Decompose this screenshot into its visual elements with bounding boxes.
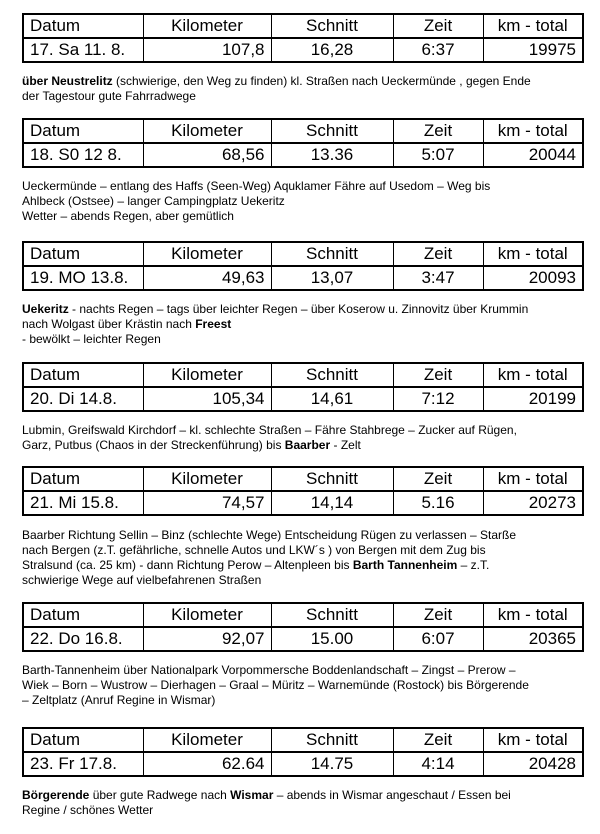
table-header-row xyxy=(23,119,583,143)
description-line xyxy=(22,209,582,224)
description-line xyxy=(22,302,582,317)
header-km-total: km - total xyxy=(483,14,583,38)
header-date: Datum xyxy=(23,728,143,752)
table-row xyxy=(23,627,583,651)
header-kilometer: Kilometer xyxy=(143,603,271,627)
cell-km-total: 20428 xyxy=(483,752,583,776)
header-kilometer: Kilometer xyxy=(143,728,271,752)
header-time: Zeit xyxy=(393,119,483,143)
cell-time: 7:12 xyxy=(393,387,483,411)
route-text: Stralsund (ca. 25 km) - dann Richtung Perow – Altenpleen bis xyxy=(22,558,353,572)
header-time: Zeit xyxy=(393,728,483,752)
route-text: nach Bergen (z.T. gefährliche, schnelle Autos und LKW´s ) von Bergen mit dem Zug bis xyxy=(22,543,486,557)
description-line xyxy=(22,74,582,89)
header-date: Datum xyxy=(23,14,143,38)
description-line xyxy=(22,573,582,588)
header-average: Schnitt xyxy=(271,467,393,491)
cell-average: 16,28 xyxy=(271,38,393,62)
route-text: nach Wolgast über Krästin nach xyxy=(22,317,196,331)
day-entry xyxy=(22,727,582,777)
cell-km-total: 20044 xyxy=(483,143,583,167)
header-average: Schnitt xyxy=(271,363,393,387)
header-kilometer: Kilometer xyxy=(143,363,271,387)
header-km-total: km - total xyxy=(483,467,583,491)
description-line xyxy=(22,543,582,558)
route-text: Regine / schönes Wetter xyxy=(22,803,154,817)
route-text: – abends in Wismar angeschaut / Essen bei xyxy=(273,788,511,802)
header-kilometer: Kilometer xyxy=(143,242,271,266)
route-text: - nachts Regen – tags über leichter Regen – über Koserow u. Zinnovitz über Krummin xyxy=(68,302,529,316)
day-table xyxy=(22,13,584,63)
day-description xyxy=(22,302,582,347)
day-table xyxy=(22,241,584,291)
place-name: Barth Tannenheim xyxy=(352,558,458,572)
cell-time: 5:07 xyxy=(393,143,483,167)
day-description xyxy=(22,528,582,588)
cell-average: 14,14 xyxy=(271,491,393,515)
header-date: Datum xyxy=(23,363,143,387)
cell-km-total: 20365 xyxy=(483,627,583,651)
route-text: schwierige Wege auf vielbefahrenen Straßen xyxy=(22,573,262,587)
cell-time: 6:07 xyxy=(393,627,483,651)
day-entry xyxy=(22,466,582,516)
cell-average: 13.36 xyxy=(271,143,393,167)
description-line xyxy=(22,678,582,693)
day-table xyxy=(22,602,584,652)
route-text: – z.T. xyxy=(457,558,490,572)
route-text: Garz, Putbus (Chaos in der Streckenführung) bis xyxy=(22,438,285,452)
table-row xyxy=(23,266,583,290)
header-average: Schnitt xyxy=(271,14,393,38)
description-line xyxy=(22,788,582,803)
cell-date: 23. Fr 17.8. xyxy=(23,752,143,776)
day-entry xyxy=(22,13,582,63)
cell-kilometer: 68,56 xyxy=(143,143,271,167)
day-description xyxy=(22,179,582,224)
place-name: Freest xyxy=(195,317,232,331)
description-line xyxy=(22,194,582,209)
header-date: Datum xyxy=(23,467,143,491)
table-row xyxy=(23,491,583,515)
day-description xyxy=(22,663,582,708)
place-name: Uekeritz xyxy=(22,302,69,316)
cell-km-total: 19975 xyxy=(483,38,583,62)
route-text: Wiek – Born – Wustrow – Dierhagen – Graal – Müritz – Warnemünde (Rostock) bis Börgerende xyxy=(22,678,529,692)
description-line xyxy=(22,89,582,104)
cell-kilometer: 105,34 xyxy=(143,387,271,411)
day-description xyxy=(22,74,582,104)
place-name: über Neustrelitz xyxy=(22,74,113,88)
header-date: Datum xyxy=(23,119,143,143)
day-description xyxy=(22,423,582,453)
table-row xyxy=(23,143,583,167)
route-text: Ahlbeck (Ostsee) – langer Campingplatz Uekeritz xyxy=(22,194,285,208)
route-text: Lubmin, Greifswald Kirchdorf – kl. schlechte Straßen – Fähre Stahbrege – Zucker auf Rügen, xyxy=(22,423,517,437)
table-header-row xyxy=(23,728,583,752)
cell-kilometer: 107,8 xyxy=(143,38,271,62)
day-entry xyxy=(22,362,582,412)
table-row xyxy=(23,752,583,776)
route-text: - Zelt xyxy=(330,438,361,452)
header-time: Zeit xyxy=(393,363,483,387)
day-table xyxy=(22,362,584,412)
cell-kilometer: 62.64 xyxy=(143,752,271,776)
header-average: Schnitt xyxy=(271,242,393,266)
header-kilometer: Kilometer xyxy=(143,467,271,491)
cell-date: 20. Di 14.8. xyxy=(23,387,143,411)
header-time: Zeit xyxy=(393,14,483,38)
cell-time: 5.16 xyxy=(393,491,483,515)
route-text: über gute Radwege nach xyxy=(89,788,231,802)
cell-km-total: 20199 xyxy=(483,387,583,411)
description-line xyxy=(22,558,582,573)
cell-date: 22. Do 16.8. xyxy=(23,627,143,651)
cell-average: 13,07 xyxy=(271,266,393,290)
header-km-total: km - total xyxy=(483,728,583,752)
table-header-row xyxy=(23,363,583,387)
cell-kilometer: 92,07 xyxy=(143,627,271,651)
day-entry xyxy=(22,602,582,652)
description-line xyxy=(22,179,582,194)
header-km-total: km - total xyxy=(483,363,583,387)
day-entry xyxy=(22,118,582,168)
header-date: Datum xyxy=(23,242,143,266)
description-line xyxy=(22,663,582,678)
description-line xyxy=(22,317,582,332)
cell-km-total: 20093 xyxy=(483,266,583,290)
route-text: Baarber Richtung Sellin – Binz (schlechte Wege) Entscheidung Rügen zu verlassen – Starße xyxy=(22,528,517,542)
day-description xyxy=(22,788,582,818)
route-text: Ueckermünde – entlang des Haffs (Seen-Weg) Aquklamer Fähre auf Usedom – Weg bis xyxy=(22,179,491,193)
day-table xyxy=(22,466,584,516)
header-km-total: km - total xyxy=(483,603,583,627)
route-text: Barth-Tannenheim über Nationalpark Vorpommersche Boddenlandschaft – Zingst – Prerow – xyxy=(22,663,516,677)
cell-time: 6:37 xyxy=(393,38,483,62)
route-text: - bewölkt – leichter Regen xyxy=(22,332,161,346)
header-average: Schnitt xyxy=(271,119,393,143)
description-line xyxy=(22,438,582,453)
header-km-total: km - total xyxy=(483,119,583,143)
description-line xyxy=(22,423,582,438)
table-row xyxy=(23,38,583,62)
place-name: Börgerende xyxy=(22,788,90,802)
table-header-row xyxy=(23,242,583,266)
header-km-total: km - total xyxy=(483,242,583,266)
description-line xyxy=(22,803,582,818)
route-text: (schwierige, den Weg zu finden) kl. Straßen nach Ueckermünde , gegen Ende xyxy=(112,74,531,88)
cell-date: 18. S0 12 8. xyxy=(23,143,143,167)
cell-date: 19. MO 13.8. xyxy=(23,266,143,290)
cell-date: 21. Mi 15.8. xyxy=(23,491,143,515)
cell-average: 15.00 xyxy=(271,627,393,651)
table-header-row xyxy=(23,14,583,38)
header-time: Zeit xyxy=(393,242,483,266)
header-time: Zeit xyxy=(393,467,483,491)
description-line xyxy=(22,332,582,347)
description-line xyxy=(22,528,582,543)
cell-time: 4:14 xyxy=(393,752,483,776)
route-text: Wetter – abends Regen, aber gemütlich xyxy=(22,209,234,223)
place-name: Baarber xyxy=(284,438,331,452)
header-average: Schnitt xyxy=(271,603,393,627)
day-entry xyxy=(22,241,582,291)
place-name: Wismar xyxy=(230,788,274,802)
table-header-row xyxy=(23,467,583,491)
route-text: – Zeltplatz (Anruf Regine in Wismar) xyxy=(22,693,216,707)
description-line xyxy=(22,693,582,708)
cell-km-total: 20273 xyxy=(483,491,583,515)
route-text: der Tagestour gute Fahrradwege xyxy=(22,89,196,103)
day-table xyxy=(22,118,584,168)
header-kilometer: Kilometer xyxy=(143,14,271,38)
cell-average: 14,61 xyxy=(271,387,393,411)
table-header-row xyxy=(23,603,583,627)
cell-time: 3:47 xyxy=(393,266,483,290)
header-time: Zeit xyxy=(393,603,483,627)
header-average: Schnitt xyxy=(271,728,393,752)
cell-average: 14.75 xyxy=(271,752,393,776)
cell-kilometer: 49,63 xyxy=(143,266,271,290)
table-row xyxy=(23,387,583,411)
header-kilometer: Kilometer xyxy=(143,119,271,143)
cell-date: 17. Sa 11. 8. xyxy=(23,38,143,62)
day-table xyxy=(22,727,584,777)
cell-kilometer: 74,57 xyxy=(143,491,271,515)
header-date: Datum xyxy=(23,603,143,627)
